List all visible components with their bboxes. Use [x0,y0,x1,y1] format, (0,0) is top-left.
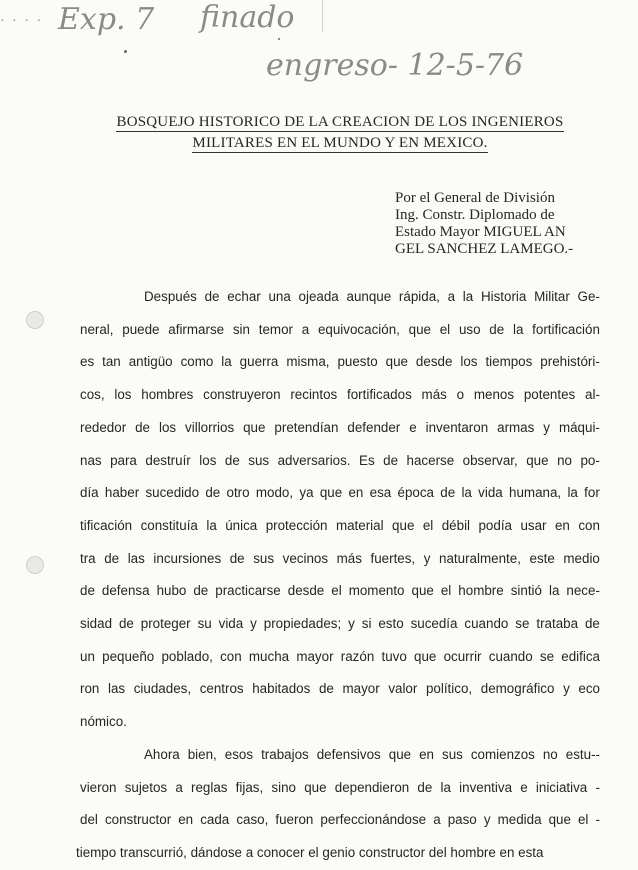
handwritten-date-note: engreso- 12-5-76 [266,48,524,83]
author-line: GEL SANCHEZ LAMEGO.- [395,241,574,257]
body-line: Después de echar una ojeada aunque rápida, a la Historia Militar Ge- [144,289,600,304]
handwritten-finado-note: finado [200,0,295,35]
body-line: un pequeño poblado, con mucha mayor razón tuvo que ocurrir cuando se edifica [80,648,600,664]
handwritten-file-number: Exp. 7 [58,2,155,37]
ink-speck [124,50,127,53]
paper-fold-mark [322,0,323,32]
body-line: del constructor en cada caso, fueron perfeccionándose a paso y medida que el - [80,812,600,828]
body-line: tificación constituía la única protección material que el débil podía usar en con [80,517,600,533]
ink-speck [278,38,280,40]
author-block [395,190,615,258]
body-line: vieron sujetos a reglas fijas, sino que dependieron de la inventiva e iniciativa - [80,779,600,795]
author-line: Ing. Constr. Diplomado de [395,207,555,223]
author-line: Por el General de División [395,190,555,206]
body-line: neral, puede afirmarse sin temor a equivocación, que el uso de la fortificación [80,321,600,337]
body-line: día haber sucedido de otro modo, ya que en esa época de la vida humana, la for [80,485,600,501]
body-line: rededor de los villorrios que pretendían defender e inventaron armas y máqui- [80,419,600,435]
body-line: Ahora bien, esos trabajos defensivos que en sus comienzos no estu-- [144,746,600,762]
body-line: de defensa hubo de practicarse desde el momento que el hombre sintió la nece- [80,583,600,599]
body-line: tiempo transcurrió, dándose a conocer el genio constructor del hombre en esta [76,844,544,860]
body-line: cos, los hombres construyeron recintos fortificados más o menos potentes al- [80,387,600,403]
body-line: ron las ciudades, centros habitados de mayor valor político, demográfico y eco [80,681,600,697]
body-line: tra de las incursiones de sus vecinos más fuertes, y naturalmente, este medio [80,550,600,566]
punch-hole-bottom [26,556,44,574]
title-line-2: MILITARES EN EL MUNDO Y EN MEXICO. [192,135,488,151]
ink-dots: · · · · [0,14,44,29]
document-title [110,112,570,154]
body-line: nas para destruír los de sus adversarios. Es de hacerse observar, que no po- [80,452,600,468]
punch-hole-top [26,311,44,329]
body-text [76,281,600,870]
body-line: nómico. [80,714,127,730]
body-line: es tan antigüo como la guerra misma, puesto que desde los tiempos prehistóri- [80,354,600,370]
body-line: sidad de proteger su vida y propiedades; y si esto sucedía cuando se trataba de [80,616,600,632]
title-line-1: BOSQUEJO HISTORICO DE LA CREACION DE LOS INGENIEROS [116,114,564,130]
author-line: Estado Mayor MIGUEL AN [395,224,566,240]
